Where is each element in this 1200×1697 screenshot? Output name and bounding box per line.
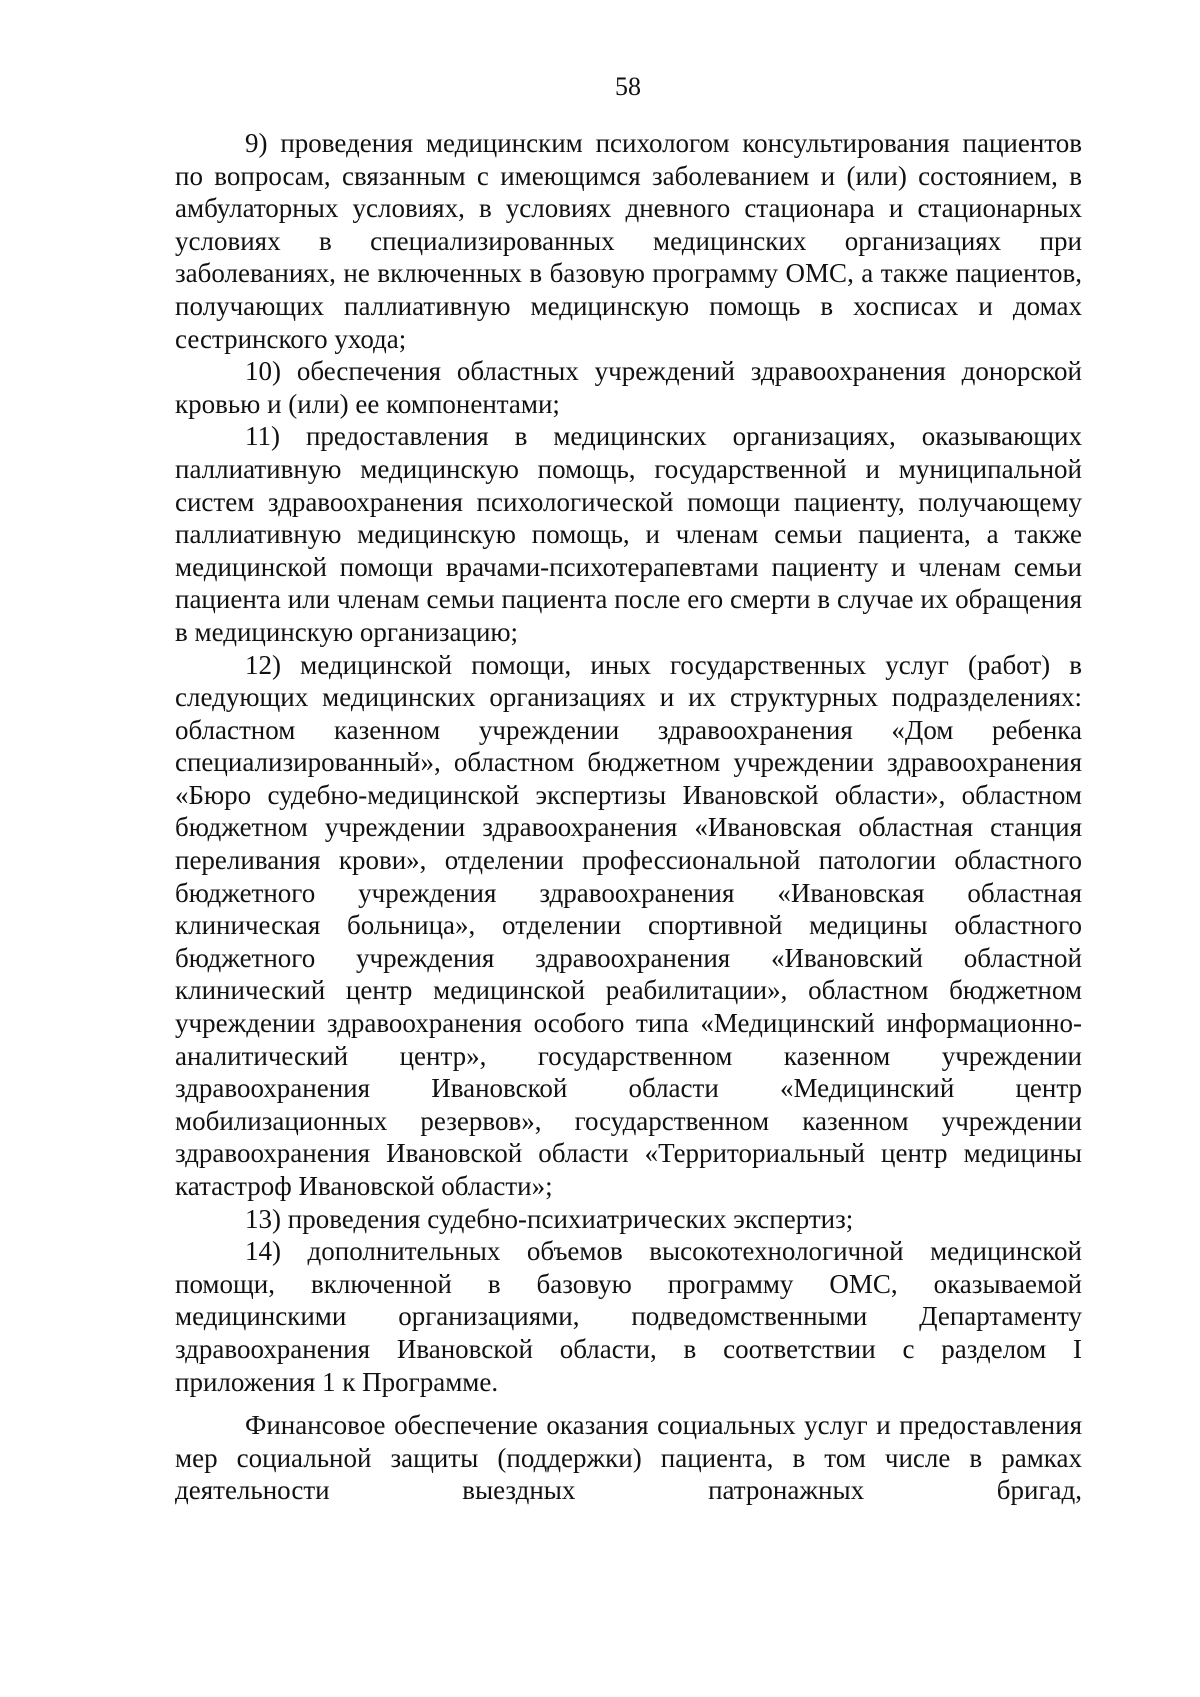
paragraph-item-11: 11) предоставления в медицинских организациях, оказывающих паллиативную медицинскую помощь, государственной и муниципальной систем здравоохранения психологической помощи пациенту, получающему паллиативную медицинскую помощь, и членам семьи пациента, а также медицинской помощи врачами-психотерапевтами пациенту и членам семьи пациента или членам семьи пациента после его смерти в случае их обращения в медицинскую организацию; (175, 421, 1082, 647)
paragraph-item-14: 14) дополнительных объемов высокотехнологичной медицинской помощи, включенной в базовую программу ОМС, оказываемой медицинскими организациями, подведомственными Департаменту здравоохранения Ивановской области, в соответствии с разделом I приложения 1 к Программе. (175, 1236, 1082, 1397)
paragraph-item-13: 13) проведения судебно-психиатрических экспертиз; (245, 1203, 854, 1234)
paragraph-item-12: 12) медицинской помощи, иных государственных услуг (работ) в следующих медицинских организациях и их структурных подразделениях: областном казенном учреждении здравоохранения «Дом ребенка специализированный», областном бюджетном учреждении здравоохранения «Бюро судебно-медицинской экспертизы Ивановской области», областном бюджетном учреждении здравоохранения «Ивановская областная станция переливания крови», отделении профессиональной патологии областного бюджетного учреждения здравоохранения «Ивановская областная клиническая больница», отделении спортивной медицины областного бюджетного учреждения здравоохранения «Ивановский областной клинический центр медицинской реабилитации», областном бюджетном учреждении здравоохранения особого типа «Медицинский информационно-аналитический центр», государственном казенном учреждении здравоохранения Ивановской области «Медицинский центр мобилизационных резервов», государственном казенном учреждении здравоохранения Ивановской области «Территориальный центр медицины катастроф Ивановской области»; (175, 649, 1082, 1201)
document-body (175, 127, 1082, 1507)
page-number: 58 (615, 72, 641, 101)
paragraph-item-9: 9) проведения медицинским психологом консультирования пациентов по вопросам, связанным с имеющимся заболеванием и (или) состоянием, в амбулаторных условиях, в условиях дневного стационара и стационарных условиях в специализированных медицинских организациях при заболеваниях, не включенных в базовую программу ОМС, а также пациентов, получающих паллиативную медицинскую помощь в хосписах и домах сестринского ухода; (175, 128, 1082, 354)
paragraph-item-10: 10) обеспечения областных учреждений здравоохранения донорской кровью и (или) ее компонентами; (175, 356, 1082, 419)
paragraph-financing: Финансовое обеспечение оказания социальных услуг и предоставления мер социальной защиты (поддержки) пациента, в том числе в рамках деятельности выездных патронажных бригад, (175, 1410, 1082, 1506)
